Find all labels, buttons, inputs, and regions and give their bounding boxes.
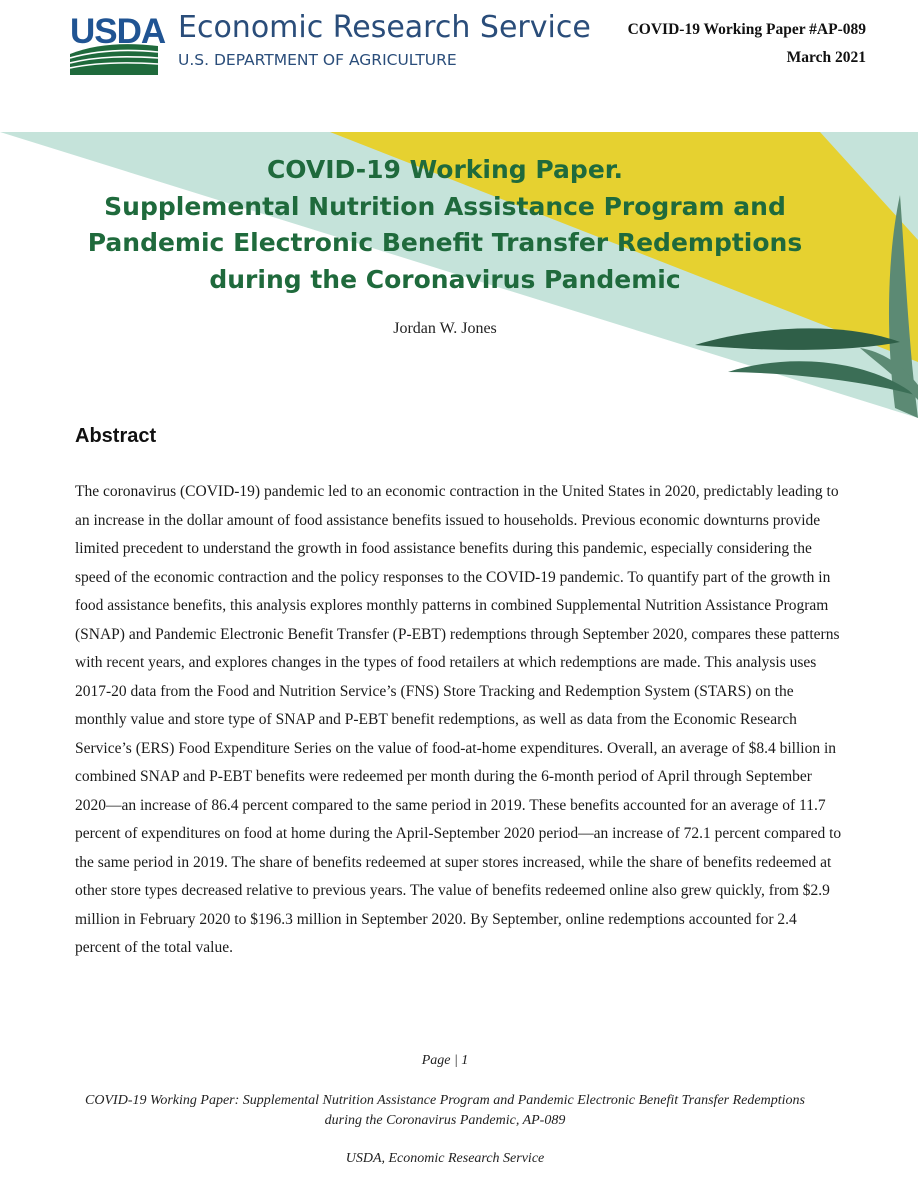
usda-wordmark: USDA xyxy=(70,12,166,51)
title-line: COVID-19 Working Paper. xyxy=(266,155,624,184)
title-line: Pandemic Electronic Benefit Transfer Redemptions xyxy=(87,228,803,257)
paper-date: March 2021 xyxy=(786,49,866,66)
title-line: Supplemental Nutrition Assistance Program and xyxy=(104,191,786,221)
page-title xyxy=(60,152,830,298)
department-name: U.S. DEPARTMENT OF AGRICULTURE xyxy=(178,51,457,69)
author-name: Jordan W. Jones xyxy=(393,320,497,337)
ers-logo xyxy=(70,10,591,80)
footer-org: USDA, Economic Research Service xyxy=(345,1151,545,1166)
abstract-heading: Abstract xyxy=(75,425,157,447)
paper-id: COVID-19 Working Paper #AP-089 xyxy=(627,21,866,38)
abstract-text: The coronavirus (COVID-19) pandemic led to an economic contraction in the United States in 2020, predictably leading to an increase in the dollar amount of food assistance benefits issued to households. Previous economic downturns provide limited precedent to understand the growth in food assistance benefits during this pandemic, especially considering the speed of the economic contraction and the policy responses to the COVID-19 pandemic. To quantify part of the growth in food assistance benefits, this analysis explores monthly patterns in combined Supplemental Nutrition Assistance Program (SNAP) and Pandemic Electronic Benefit Transfer (P-EBT) redemptions through September 2020, compares these patterns with recent years, and explores changes in the types of food retailers at which redemptions are made. This analysis uses 2017-20 data from the Food and Nutrition Service’s (FNS) Store Tracking and Redemption System (STARS) on the monthly value and store type of SNAP and P-EBT benefit redemptions, as well as data from the Economic Research Service’s (ERS) Food Expenditure Series on the value of food-at-home expenditures. Overall, an average of $8.4 billion in combined SNAP and P-EBT benefits were redeemed per month during the 6-month period of April through September 2020—an increase of 86.4 percent compared to the same period in 2019. These benefits accounted for an average of 11.7 percent of expenditures on food at home during the April-September 2020 period—an increase of 72.1 percent compared to the same period in 2019. The share of benefits redeemed at super stores increased, while the share of benefits redeemed at other store types decreased relative to previous years. The value of benefits redeemed online also grew quickly, from $2.9 million in February 2020 to $196.3 million in September 2020. By September, online redemptions accounted for 2.4 percent of the total value. xyxy=(75,483,842,956)
title-line: during the Coronavirus Pandemic xyxy=(209,264,681,294)
page-number: Page | 1 xyxy=(421,1053,469,1068)
agency-name: Economic Research Service xyxy=(178,10,591,45)
footer-title: COVID-19 Working Paper: Supplemental Nutrition Assistance Program and Pandemic Electronic Benefit Transfer Redemptions during the Coronavirus Pandemic, AP-089 xyxy=(85,1093,805,1128)
